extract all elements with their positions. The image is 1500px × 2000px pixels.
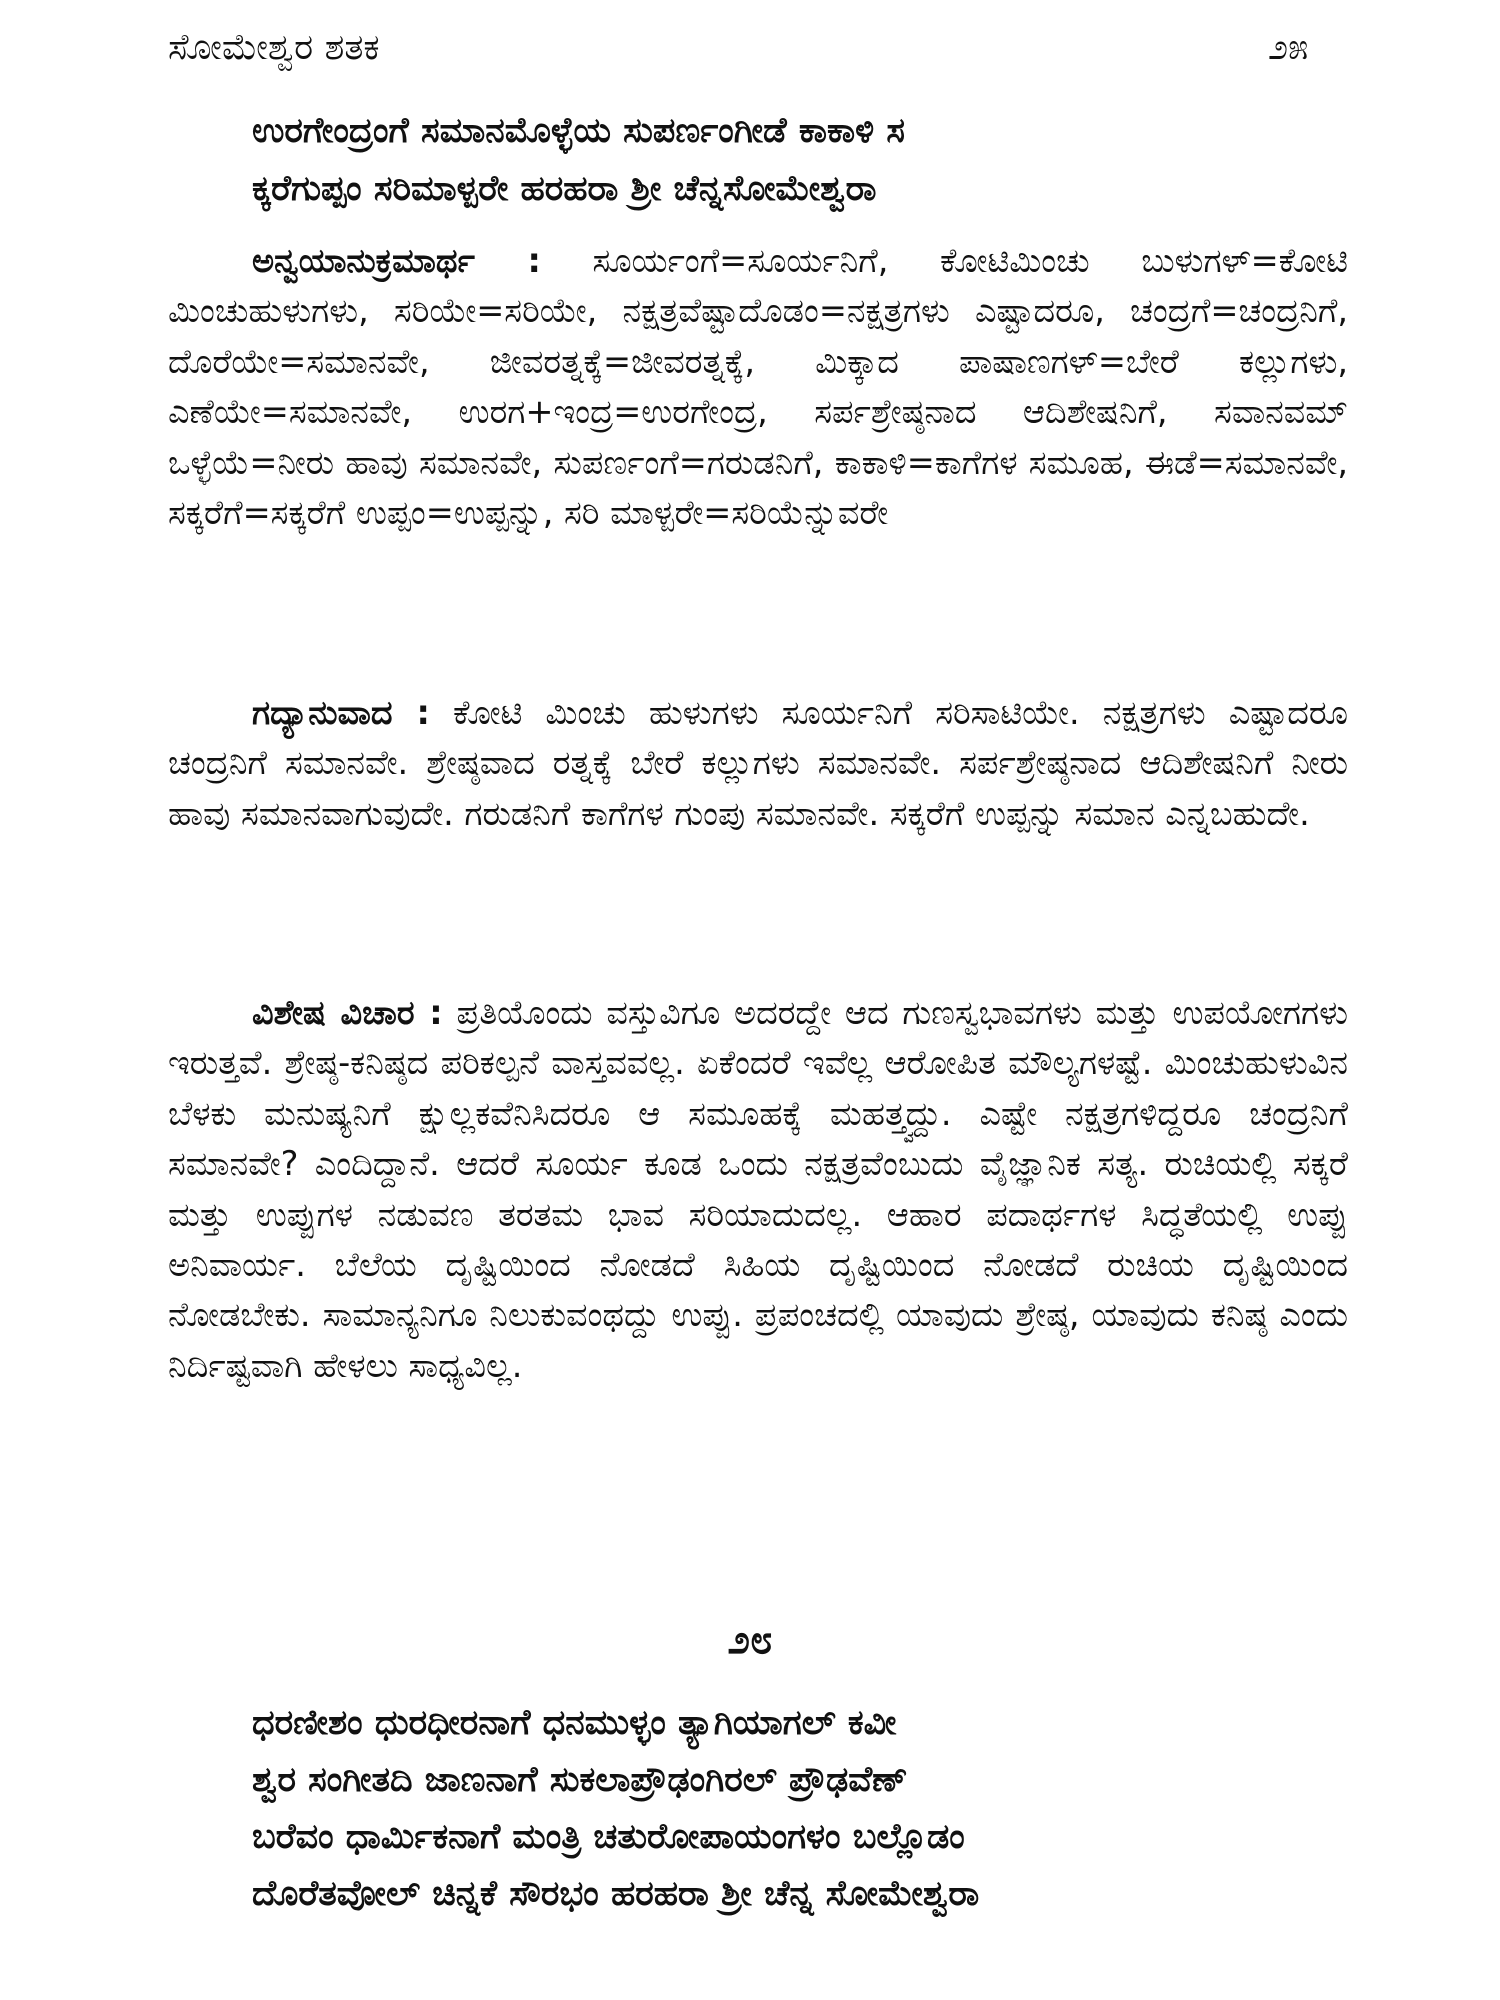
prose-translation-paragraph	[168, 688, 1348, 839]
verse-line: ಉರಗೇಂದ್ರಂಗೆ ಸಮಾನಮೊಳ್ಳೆಯ ಸುಪರ್ಣಂಗೀಡೆ ಕಾಕಾಳಿ ಸ	[252, 111, 905, 151]
section-text: ಕೋಟಿ ಮಿಂಚು ಹುಳುಗಳು ಸೂರ್ಯನಿಗೆ ಸರಿಸಾಟಿಯೇ. ನಕ್ಷತ್ರಗಳು ಎಷ್ಟಾದರೂ ಚಂದ್ರನಿಗೆ ಸಮಾನವೇ. ಶ್ರೇಷ್ಠವಾದ ರತ್ನಕ್ಕೆ ಬೇರೆ ಕಲ್ಲುಗಳು ಸಮಾನವೇ. ಸರ್ಪಶ್ರೇಷ್ಠನಾದ ಆದಿಶೇಷನಿಗೆ ನೀರು ಹಾವು ಸಮಾನವಾಗುವುದೇ. ಗರುಡನಿಗೆ ಕಾಗೆಗಳ ಗುಂಪು ಸಮಾನವೇ. ಸಕ್ಕರೆಗೆ ಉಪ್ಪನ್ನು ಸಮಾನ ಎನ್ನಬಹುದೇ.	[168, 693, 1348, 833]
verse-line: ಧರಣೀಶಂ ಧುರಧೀರನಾಗೆ ಧನಮುಳ್ಳಂ ತ್ಯಾಗಿಯಾಗಲ್ ಕವೀ	[252, 1703, 897, 1743]
page-number: ೨೫	[1268, 27, 1309, 68]
special-note-paragraph	[168, 988, 1348, 1391]
section-text: ಸೂರ್ಯಂಗೆ=ಸೂರ್ಯನಿಗೆ, ಕೋಟಿಮಿಂಚು ಬುಳುಗಳ್=ಕೋಟಿ ಮಿಂಚುಹುಳುಗಳು, ಸರಿಯೇ=ಸರಿಯೇ, ನಕ್ಷತ್ರವೆಷ್ಟಾದೊಡಂ=ನಕ್ಷತ್ರಗಳು ಎಷ್ಟಾದರೂ, ಚಂದ್ರಗೆ=ಚಂದ್ರನಿಗೆ, ದೊರೆಯೇ=ಸಮಾನವೇ, ಜೀವರತ್ನಕ್ಕೆ=ಜೀವರತ್ನಕ್ಕೆ, ಮಿಕ್ಕಾದ ಪಾಷಾಣಗಳ್=ಬೇರೆ ಕಲ್ಲುಗಳು, ಎಣೆಯೇ=ಸಮಾನವೇ, ಉರಗ+ಇಂದ್ರ=ಉರಗೇಂದ್ರ, ಸರ್ಪಶ್ರೇಷ್ಠನಾದ ಆದಿಶೇಷನಿಗೆ, ಸವಾನವಮ್ ಒಳ್ಳೆಯೆ=ನೀರು ಹಾವು ಸಮಾನವೇ, ಸುಪರ್ಣಂಗೆ=ಗರುಡನಿಗೆ, ಕಾಕಾಳಿ=ಕಾಗೆಗಳ ಸಮೂಹ, ಈಡೆ=ಸಮಾನವೇ, ಸಕ್ಕರೆಗೆ=ಸಕ್ಕರೆಗೆ ಉಪ್ಪಂ=ಉಪ್ಪನ್ನು, ಸರಿ ಮಾಳ್ಪರೇ=ಸರಿಯೆನ್ನುವರೇ	[168, 241, 1348, 533]
verse-line: ಬರೆವಂ ಧಾರ್ಮಿಕನಾಗೆ ಮಂತ್ರಿ ಚತುರೋಪಾಯಂಗಳಂ ಬಲ್ಲೊಡಂ	[252, 1817, 965, 1857]
verse-number: ೨೮	[727, 1617, 773, 1663]
section-label: ಗದ್ಯಾನುವಾದ :	[252, 693, 430, 732]
section-text: ಪ್ರತಿಯೊಂದು ವಸ್ತುವಿಗೂ ಅದರದ್ದೇ ಆದ ಗುಣಸ್ವಭಾವಗಳು ಮತ್ತು ಉಪಯೋಗಗಳು ಇರುತ್ತವೆ. ಶ್ರೇಷ್ಠ-ಕನಿಷ್ಠದ ಪರಿಕಲ್ಪನೆ ವಾಸ್ತವವಲ್ಲ. ಏಕೆಂದರೆ ಇವೆಲ್ಲ ಆರೋಪಿತ ಮೌಲ್ಯಗಳಷ್ಟೆ. ಮಿಂಚುಹುಳುವಿನ ಬೆಳಕು ಮನುಷ್ಯನಿಗೆ ಕ್ಷುಲ್ಲಕವೆನಿಸಿದರೂ ಆ ಸಮೂಹಕ್ಕೆ ಮಹತ್ತ್ವದ್ದು. ಎಷ್ಟೇ ನಕ್ಷತ್ರಗಳಿದ್ದರೂ ಚಂದ್ರನಿಗೆ ಸಮಾನವೇ? ಎಂದಿದ್ದಾನೆ. ಆದರೆ ಸೂರ್ಯ ಕೂಡ ಒಂದು ನಕ್ಷತ್ರವೆಂಬುದು ವೈಜ್ಞಾನಿಕ ಸತ್ಯ. ರುಚಿಯಲ್ಲಿ ಸಕ್ಕರೆ ಮತ್ತು ಉಪ್ಪುಗಳ ನಡುವಣ ತರತಮ ಭಾವ ಸರಿಯಾದುದಲ್ಲ. ಆಹಾರ ಪದಾರ್ಥಗಳ ಸಿದ್ಧತೆಯಲ್ಲಿ ಉಪ್ಪು ಅನಿವಾರ್ಯ. ಬೆಲೆಯ ದೃಷ್ಟಿಯಿಂದ ನೋಡದೆ ಸಿಹಿಯ ದೃಷ್ಟಿಯಿಂದ ನೋಡದೆ ರುಚಿಯ ದೃಷ್ಟಿಯಿಂದ ನೋಡಬೇಕು. ಸಾಮಾನ್ಯನಿಗೂ ನಿಲುಕುವಂಥದ್ದು ಉಪ್ಪು. ಪ್ರಪಂಚದಲ್ಲಿ ಯಾವುದು ಶ್ರೇಷ್ಠ, ಯಾವುದು ಕನಿಷ್ಠ ಎಂದು ನಿರ್ದಿಷ್ಟವಾಗಿ ಹೇಳಲು ಸಾಧ್ಯವಿಲ್ಲ.	[168, 993, 1348, 1385]
word-meaning-paragraph	[168, 236, 1348, 538]
verse-line: ದೊರೆತವೋಲ್ ಚಿನ್ನಕೆ ಸೌರಭಂ ಹರಹರಾ ಶ್ರೀ ಚೆನ್ನ ಸೋಮೇಶ್ವರಾ	[252, 1874, 980, 1914]
running-title: ಸೋಮೇಶ್ವರ ಶತಕ	[168, 27, 380, 68]
verse-line: ಕ್ಕರೆಗುಪ್ಪಂ ಸರಿಮಾಳ್ಪರೇ ಹರಹರಾ ಶ್ರೀ ಚೆನ್ನಸೋಮೇಶ್ವರಾ	[252, 169, 877, 209]
section-label: ಅನ್ವಯಾನುಕ್ರಮಾರ್ಥ :	[252, 241, 541, 280]
verse-top	[252, 102, 1352, 218]
verse-bottom	[252, 1695, 1352, 1923]
section-label: ವಿಶೇಷ ವಿಚಾರ :	[252, 993, 443, 1032]
verse-line: ಶ್ವರ ಸಂಗೀತದಿ ಜಾಣನಾಗೆ ಸುಕಲಾಪ್ರೌಢಂಗಿರಲ್ ಪ್ರೌಢವೆಣ್	[252, 1760, 908, 1800]
